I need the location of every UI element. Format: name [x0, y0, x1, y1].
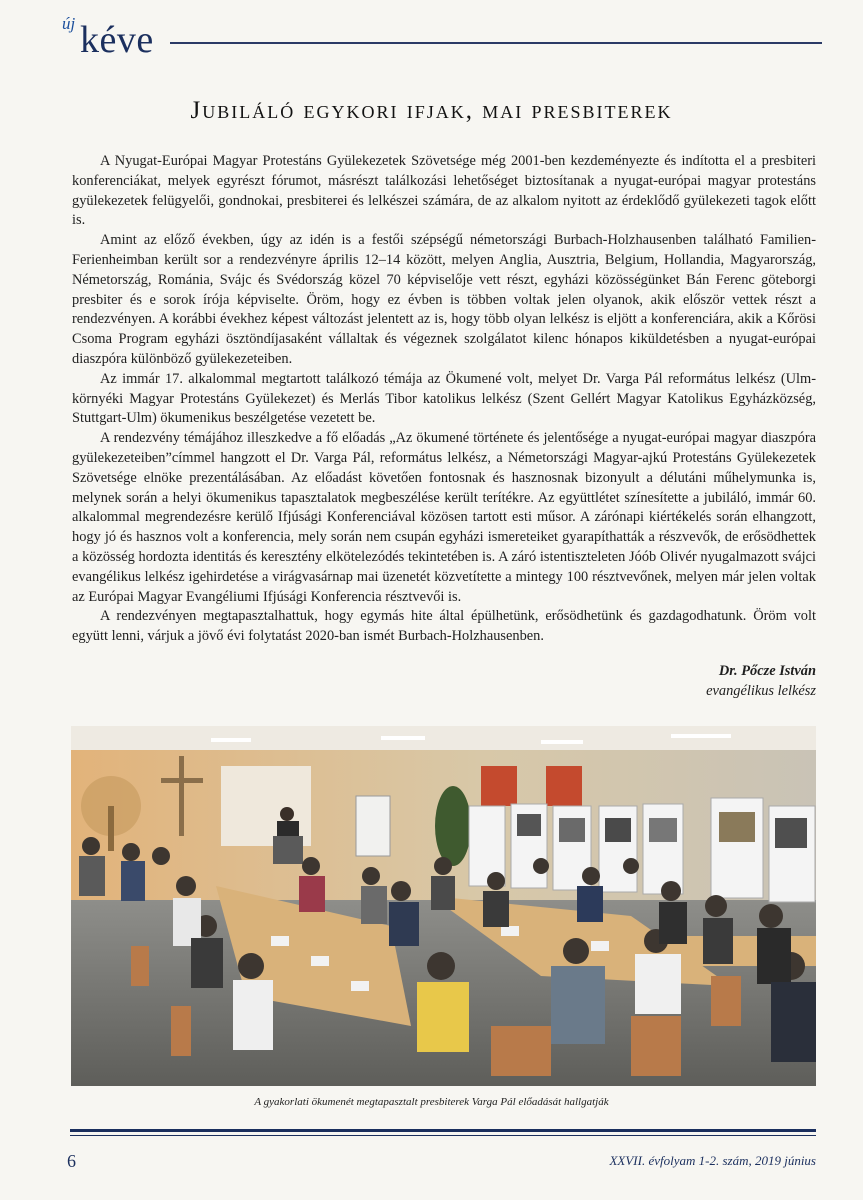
masthead — [62, 14, 822, 60]
conference-photo — [71, 726, 816, 1086]
logo-main-text: kéve — [80, 19, 154, 61]
footer-rule — [70, 1129, 816, 1132]
conference-photo-illustration — [71, 726, 816, 1086]
paragraph: Amint az előző években, úgy az idén is a festői szépségű németországi Burbach-Holzhausenben található Familien-Ferienheimban került sor a rendezvényre április 12–14 között, melyen Anglia, Ausztria, Belgium, Hollandia, Magyarország, Németország, Románia, Svájc és Svédország közel 70 képviselője vett részt, egyházi közösségünket Bán Ferenc göteborgi presbiter és e sorok írója képviselte. Öröm, hogy ez évben is többen voltak jelen olyanok, akik először vettek részt a rendezvényen. A korábbi évekhez képest változást jelentett az is, hogy több olyan lelkész is eljött a konferenciára, akik a Kőrösi Csoma Program egyházi ösztöndíjasaként vállaltak és végeznek szolgálatot kilenc hónapos kiküldetésben a nyugat-európai diaszpóra különböző gyülekezeteiben. — [72, 232, 816, 367]
masthead-rule — [170, 42, 822, 44]
page-number: 6 — [67, 1151, 76, 1171]
article-title: Jubiláló egykori ifjak, mai presbiterek — [190, 96, 673, 124]
author-role: evangélikus lelkész — [706, 683, 816, 699]
issue-info: XXVII. évfolyam 1-2. szám, 2019 június — [609, 1153, 816, 1168]
paragraph: A rendezvényen megtapasztalhattuk, hogy egymás hite által épülhetünk, erősödhetünk és gazdagodhatunk. Öröm volt együtt lenni, várjuk a jövő évi folytatást 2020-ban ismét Burbach-Holzhausenben. — [72, 608, 816, 645]
footer-rule-thin — [70, 1135, 816, 1136]
logo-small-text: új — [62, 14, 76, 33]
photo-caption: A gyakorlati ökumenét megtapasztalt presbiterek Varga Pál előadását hallgatják — [254, 1096, 609, 1108]
author-name: Dr. Pőcze István — [718, 663, 816, 679]
paragraph: A rendezvény témájához illeszkedve a fő előadás „Az ökumené története és jelentősége a nyugat-európai magyar diaszpóra gyülekezeteiben”címmel hangzott el Dr. Varga Pál, református lelkész, a Németországi Magyar-ajkú Protestáns Gyülekezetek Szövetsége elnöke prezentálásában. Az előadást követően fontosnak és hasznosnak bizonyult a délutáni műhelymunka is, melynek során a helyi ökumenikus tapasztalatok megbeszélése került terítékre. Az együttlétet színesítette a jubiláló, immár 60. alkalommal megrendezésre kerülő Ifjúsági Konferenciával közösen tartott esti műsor. A zárónapi kiértékelés során elhangzott, hogy jó és hasznos volt a konferencia, mely során nem csupán egyházi ismereteiket gyarapíthatták a részvevők, de erősödhettek a közösség hordozta identitás és keresztény elkötelezódés tekintetében is. A záró istentiszteleten Jóób Olivér nyugalmazott svájci evangélikus lelkész igehirdetése a virágvasárnap mai üzenetét közvetítette a mintegy 100 résztvevőnek, melyen már jelen voltak az Európai Magyar Evangéliumi Ifjúsági Konferencia résztvevői is. — [72, 430, 816, 605]
paragraph: Az immár 17. alkalommal megtartott találkozó témája az Ökumené volt, melyet Dr. Varga Pál református lelkész (Ulm-környéki Magyar Protestáns Gyülekezet) és Merlás Tibor katolikus lelkész (Szent Gellért Magyar Katolikus Egyházközség, Stuttgart-Ulm) ökumenikus beszélgetése vezetett be. — [72, 370, 816, 427]
article-body — [72, 152, 816, 647]
signature — [706, 661, 816, 701]
paragraph: A Nyugat-Európai Magyar Protestáns Gyülekezetek Szövetsége még 2001-ben kezdeményezte és indította el a presbiteri konferenciákat, melyek egyrészt fórumot, másrészt találkozási lehetőséget biztosítanak a nyugat-európai magyar protestáns gyülekezetek felügyelői, gondnokai, presbiterei és lelkészei számára, de az alkalom nyitott az érdeklődő gyülekezeti tagok előtt is. — [72, 153, 816, 229]
